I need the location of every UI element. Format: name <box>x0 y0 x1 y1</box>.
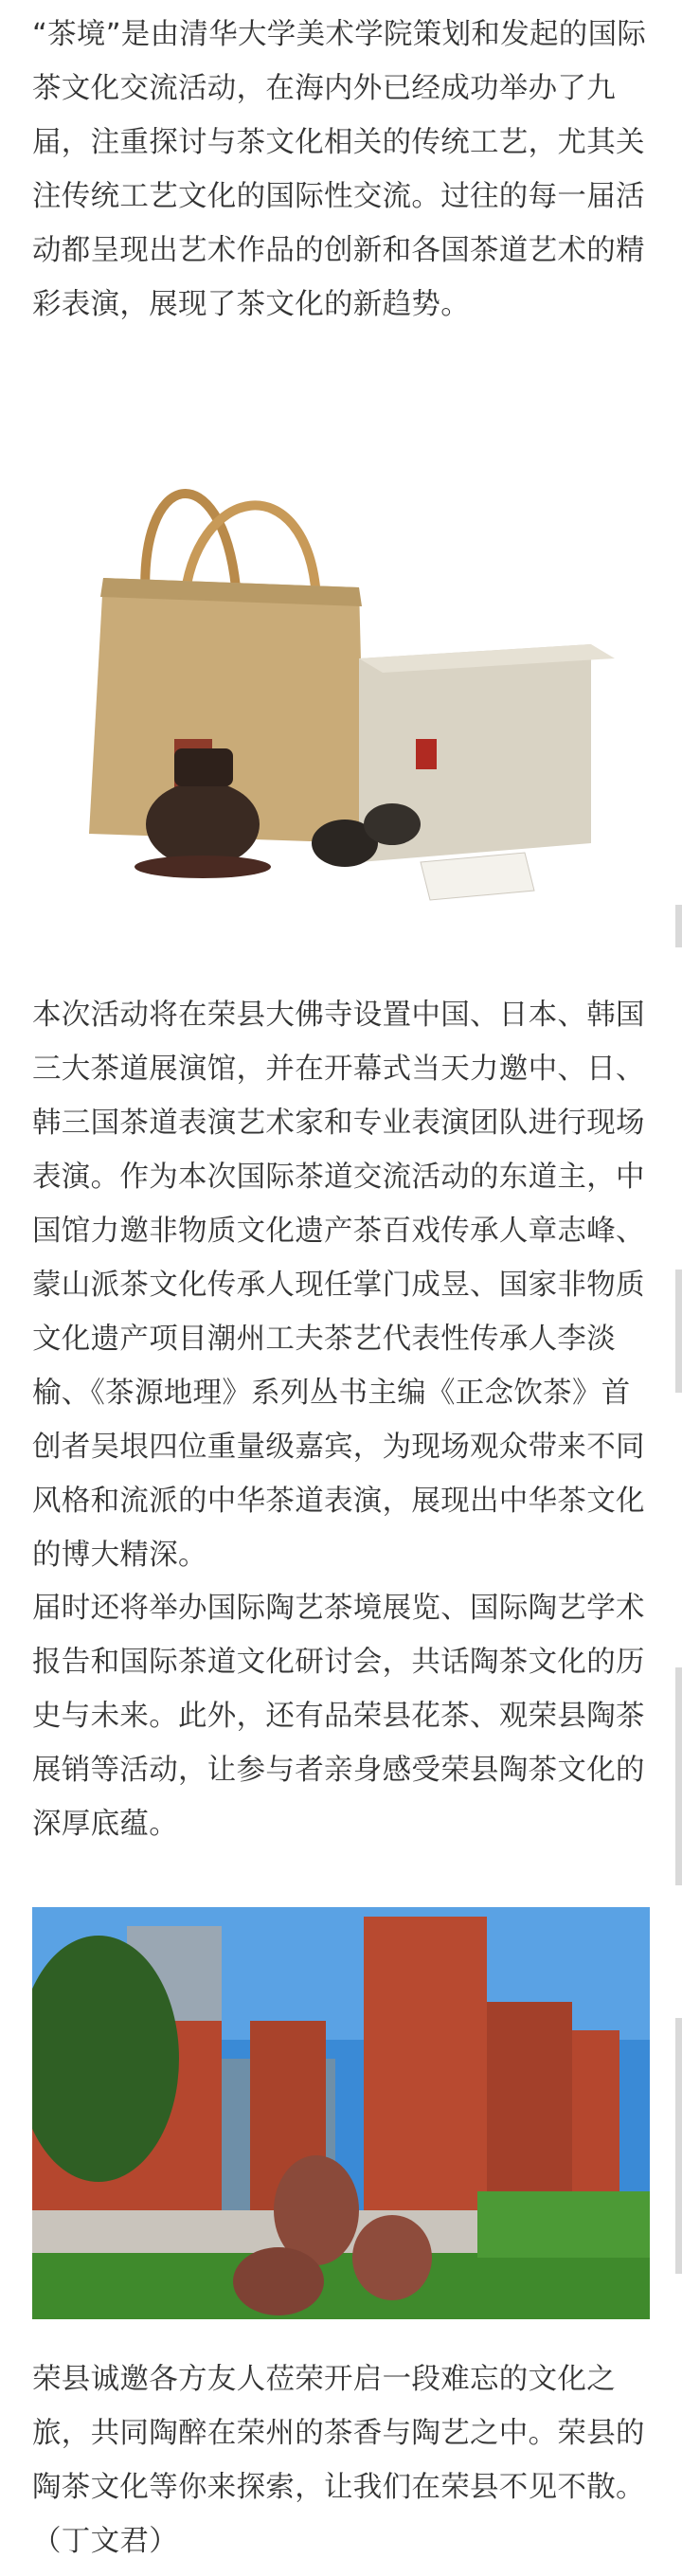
scroll-indicator <box>675 2018 682 2274</box>
tea-set-illustration <box>32 445 650 938</box>
museum-building-illustration <box>32 1907 650 2319</box>
closing-paragraph: 荣县诚邀各方友人莅荣开启一段难忘的文化之旅，共同陶醉在荣州的茶香与陶艺之中。荣县的陶茶文化等你来探索，让我们在荣县不见不散。（丁文君） <box>32 2363 645 2558</box>
intro-paragraph: “茶境”是由清华大学美术学院策划和发起的国际茶文化交流活动，在海内外已经成功举办了九届，注重探讨与茶文化相关的传统工艺，尤其关注传统工艺文化的国际性交流。过往的每一届活动都呈现出艺术作品的创新和各国茶道艺术的精彩表演，展现了茶文化的新趋势。 <box>32 18 647 321</box>
scroll-indicator <box>675 905 682 947</box>
tea-set-product-photo <box>32 445 650 938</box>
scroll-indicator <box>675 1270 682 1393</box>
ceramics-museum-photo <box>32 1907 650 2319</box>
exhibition-paragraph: 届时还将举办国际陶艺茶境展览、国际陶艺学术报告和国际茶道文化研讨会，共话陶茶文化的历史与未来。此外，还有品荣县花茶、观荣县陶茶展销等活动，让参与者亲身感受荣县陶茶文化的深厚底蕴。 <box>32 1592 645 1841</box>
event-details-paragraph: 本次活动将在荣县大佛寺设置中国、日本、韩国三大茶道展演馆，并在开幕式当天力邀中、日、韩三国茶道表演艺术家和专业表演团队进行现场表演。作为本次国际茶道交流活动的东道主，中国馆力邀非物质文化遗产茶百戏传承人章志峰、蒙山派茶文化传承人现任掌门成昱、国家非物质文化遗产项目潮州工夫茶艺代表性传承人李淡榆、《茶源地理》系列丛书主编《正念饮茶》首创者吴垠四位重量级嘉宾，为现场观众带来不同风格和流派的中华茶道表演，展现出中华茶文化的博大精深。 <box>32 999 645 1572</box>
scroll-indicator <box>675 1667 682 1885</box>
